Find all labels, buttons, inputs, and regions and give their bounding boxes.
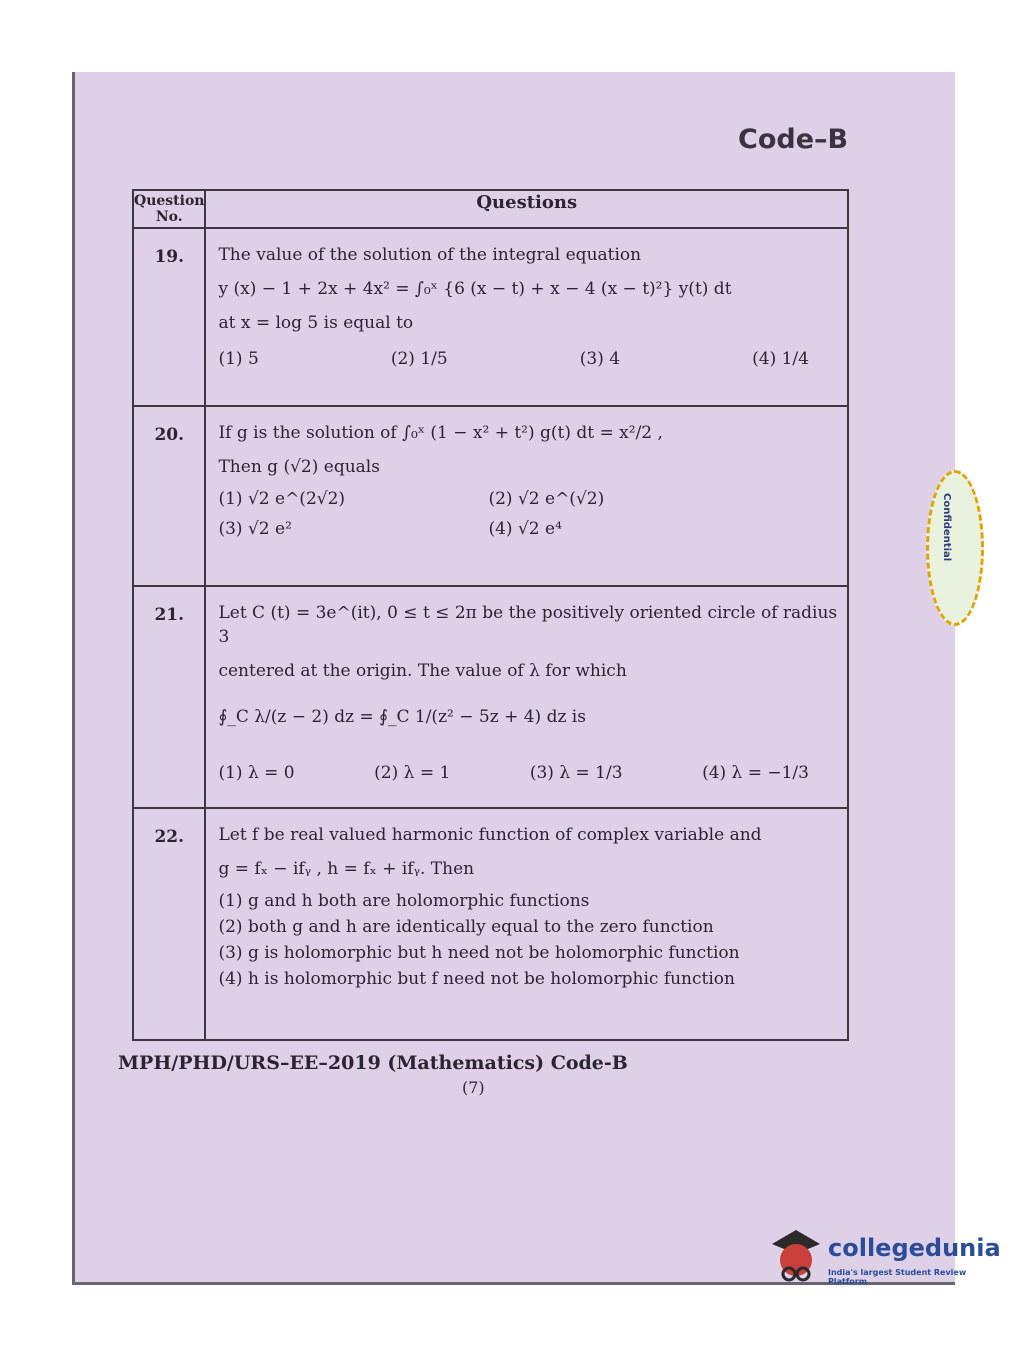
question-number: 21.: [133, 586, 205, 808]
option-3: (3) λ = 1/3: [529, 763, 623, 783]
question-text: If g is the solution of ∫₀ˣ (1 − x² + t²) g(t) dt = x²/2 ,: [218, 423, 663, 443]
option-1: (1) 5: [218, 349, 259, 369]
options-list: [218, 891, 839, 989]
options-list: [218, 763, 839, 783]
question-row-21: [133, 586, 848, 808]
options-list: [218, 349, 839, 369]
option-4: (4) λ = −1/3: [702, 763, 809, 783]
seal-text: Confidential: [941, 493, 952, 562]
table-header-row: [133, 190, 848, 228]
question-text: g = fₓ − ifᵧ , h = fₓ + ifᵧ. Then: [218, 859, 475, 879]
question-number: 22.: [133, 808, 205, 1040]
option-4: (4) 1/4: [752, 349, 809, 369]
brand-logo: [766, 1222, 1001, 1292]
question-text: The value of the solution of the integral equation: [218, 245, 642, 265]
question-text: Then g (√2) equals: [218, 457, 380, 477]
question-no-header: Question No.: [133, 190, 205, 228]
question-body: [205, 406, 848, 586]
question-row-20: [133, 406, 848, 586]
option-2: (2) √2 e^(√2): [488, 489, 605, 509]
question-equation: y (x) − 1 + 2x + 4x² = ∫₀ˣ {6 (x − t) + x − 4 (x − t)²} y(t) dt: [218, 279, 732, 299]
footer-title: MPH/PHD/URS–EE–2019 (Mathematics) Code-B: [118, 1052, 628, 1074]
brand-name: collegedunia: [828, 1234, 1001, 1262]
question-text: centered at the origin. The value of λ for which: [218, 661, 627, 681]
paper-code: Code–B: [738, 124, 849, 155]
question-number: 19.: [133, 228, 205, 406]
option-1: (1) √2 e^(2√2): [218, 489, 346, 509]
option-2: (2) 1/5: [390, 349, 448, 369]
question-text: Let C (t) = 3e^(it), 0 ≤ t ≤ 2π be the positively oriented circle of radius 3: [218, 603, 838, 647]
option-2: (2) λ = 1: [374, 763, 451, 783]
question-body: [205, 808, 848, 1040]
option-2: (2) both g and h are identically equal to the zero function: [218, 917, 714, 937]
options-list: [218, 489, 839, 539]
option-3: (3) g is holomorphic but h need not be holomorphic function: [218, 943, 740, 963]
question-row-22: [133, 808, 848, 1040]
option-1: (1) λ = 0: [218, 763, 295, 783]
question-text: Let f be real valued harmonic function of complex variable and: [218, 825, 762, 845]
question-equation: ∮_C λ/(z − 2) dz = ∮_C 1/(z² − 5z + 4) dz is: [218, 707, 586, 727]
questions-table: [132, 189, 849, 1041]
question-body: [205, 586, 848, 808]
question-number: 20.: [133, 406, 205, 586]
option-4: (4) √2 e⁴: [488, 519, 562, 539]
questions-header: Questions: [205, 190, 848, 228]
question-text: at x = log 5 is equal to: [218, 313, 414, 333]
question-body: [205, 228, 848, 406]
page-number: (7): [462, 1078, 485, 1097]
confidential-seal: [926, 470, 984, 626]
question-row-19: [133, 228, 848, 406]
option-4: (4) h is holomorphic but f need not be holomorphic function: [218, 969, 735, 989]
option-1: (1) g and h both are holomorphic functions: [218, 891, 590, 911]
graduate-mascot-icon: [766, 1222, 826, 1292]
brand-tagline: India's largest Student Review Platform: [828, 1268, 967, 1286]
option-3: (3) 4: [579, 349, 621, 369]
option-3: (3) √2 e²: [218, 519, 292, 539]
